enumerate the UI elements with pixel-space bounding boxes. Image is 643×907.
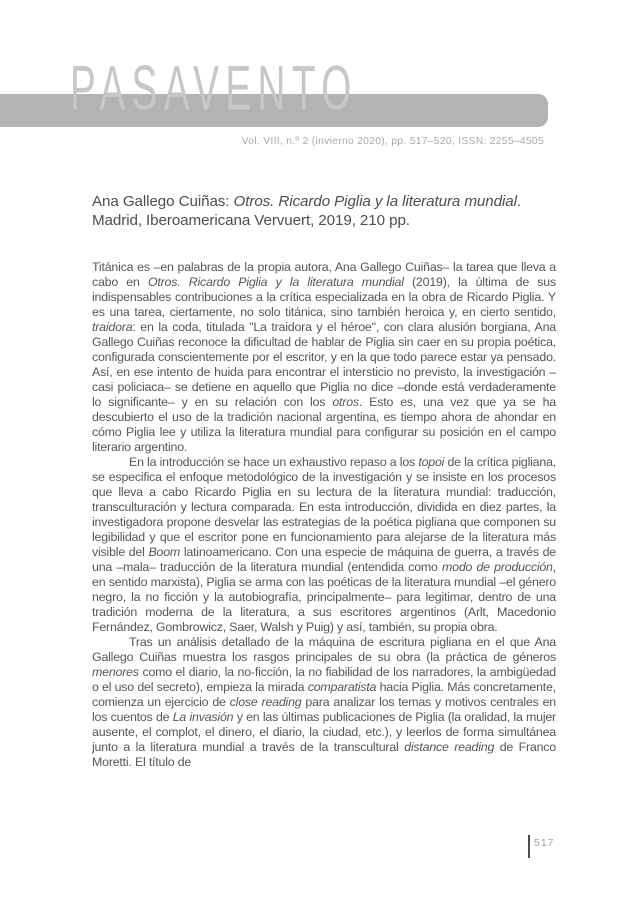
journal-subtitle: Revista de Estudios Hispánicos — [58, 887, 267, 901]
page-number-rule — [528, 835, 530, 858]
body-paragraph: En la introducción se hace un exhaustivo repaso a los topoi de la crítica pigliana, se especifica el enfoque metodológico de la investigación y se insiste en los procesos que lleva a cabo Ricardo Piglia en su lectura de la literatura mundial: traducción, transculturación y lectura comparada. En esta introducción, dividida en diez partes, la investigadora propone desvelar las estrategias de la poética pigliana que componen su legibilidad y que el escritor pone en funcionamiento para alejarse de la literatura más visible del Boom latinoamericano. Con una especie de máquina de guerra, a través de una –mala– traducción de la literatura mundial (entendida como modo de producción, en sentido marxista), Piglia se arma con las poéticas de la literatura mundial –el género negro, la no ficción y la autobiografía, principalmente– para legitimar, dentro de una tradición moderna de la literatura, a sus escritores argentinos (Arlt, Macedonio Fernández, Gombrowicz, Saer, Walsh y Puig) y así, también, su propia obra. — [92, 455, 557, 634]
page-number: 517 — [534, 837, 555, 849]
journal-logo: PASAVENTO — [70, 52, 358, 123]
review-body — [92, 260, 556, 770]
body-paragraph: Titánica es –en palabras de la propia autora, Ana Gallego Cuiñas– la tarea que lleva a cabo en Otros. Ricardo Piglia y la literatura mundial (2019), la última de sus indispensables contribuciones a la crítica especializada en la obra de Ricardo Piglia. Y es una tarea, ciertamente, no solo titánica, sino también heroica y, en cierto sentido, traidora: en la coda, titulada "La traidora y el héroe", con clara alusión borgiana, Ana Gallego Cuiñas reconoce la dificultad de hablar de Piglia sin caer en su propia poética, configurada conscientemente por el escritor, y en la que todo parece estar ya pensado. Así, en ese intento de huida para encontrar el intersticio no previsto, la investigación –casi policiaca– se detiene en aquello que Piglia no dice –donde está verdaderamente lo significante– y en su relación con los otros. Esto es, una vez que ya se ha descubierto el uso de la tradición nacional argentina, es tiempo ahora de ahondar en cómo Piglia lee y utiliza la literatura mundial para configurar su posición en el campo literario argentino. — [92, 260, 556, 454]
issue-line: Vol. VIII, n.º 2 (invierno 2020), pp. 517–520, ISSN: 2255–4505 — [241, 136, 544, 147]
review-title: Ana Gallego Cuiñas: Otros. Ricardo Piglia y la literatura mundial. Madrid, Iberoamericana Vervuert, 2019, 210 pp. — [92, 193, 521, 229]
body-paragraph: Tras un análisis detallado de la máquina de escritura pigliana en el que Ana Gallego Cuiñas muestra los rasgos principales de su obra (la práctica de géneros menores como el diario, la no-ficción, la no fiabilidad de los narradores, la ambigüedad o el uso del secreto), empieza la mirada comparatista hacia Piglia. Más concretamente, comienza un ejercicio de close reading para analizar los temas y motivos centrales en los cuentos de La invasión y en las últimas publicaciones de Piglia (la oralidad, la mujer ausente, el complot, el dinero, el diario, la ciudad, etc.), y leerlos de forma simultánea junto a la literatura mundial a través de la transcultural distance reading de Franco Moretti. El título de — [92, 635, 556, 769]
